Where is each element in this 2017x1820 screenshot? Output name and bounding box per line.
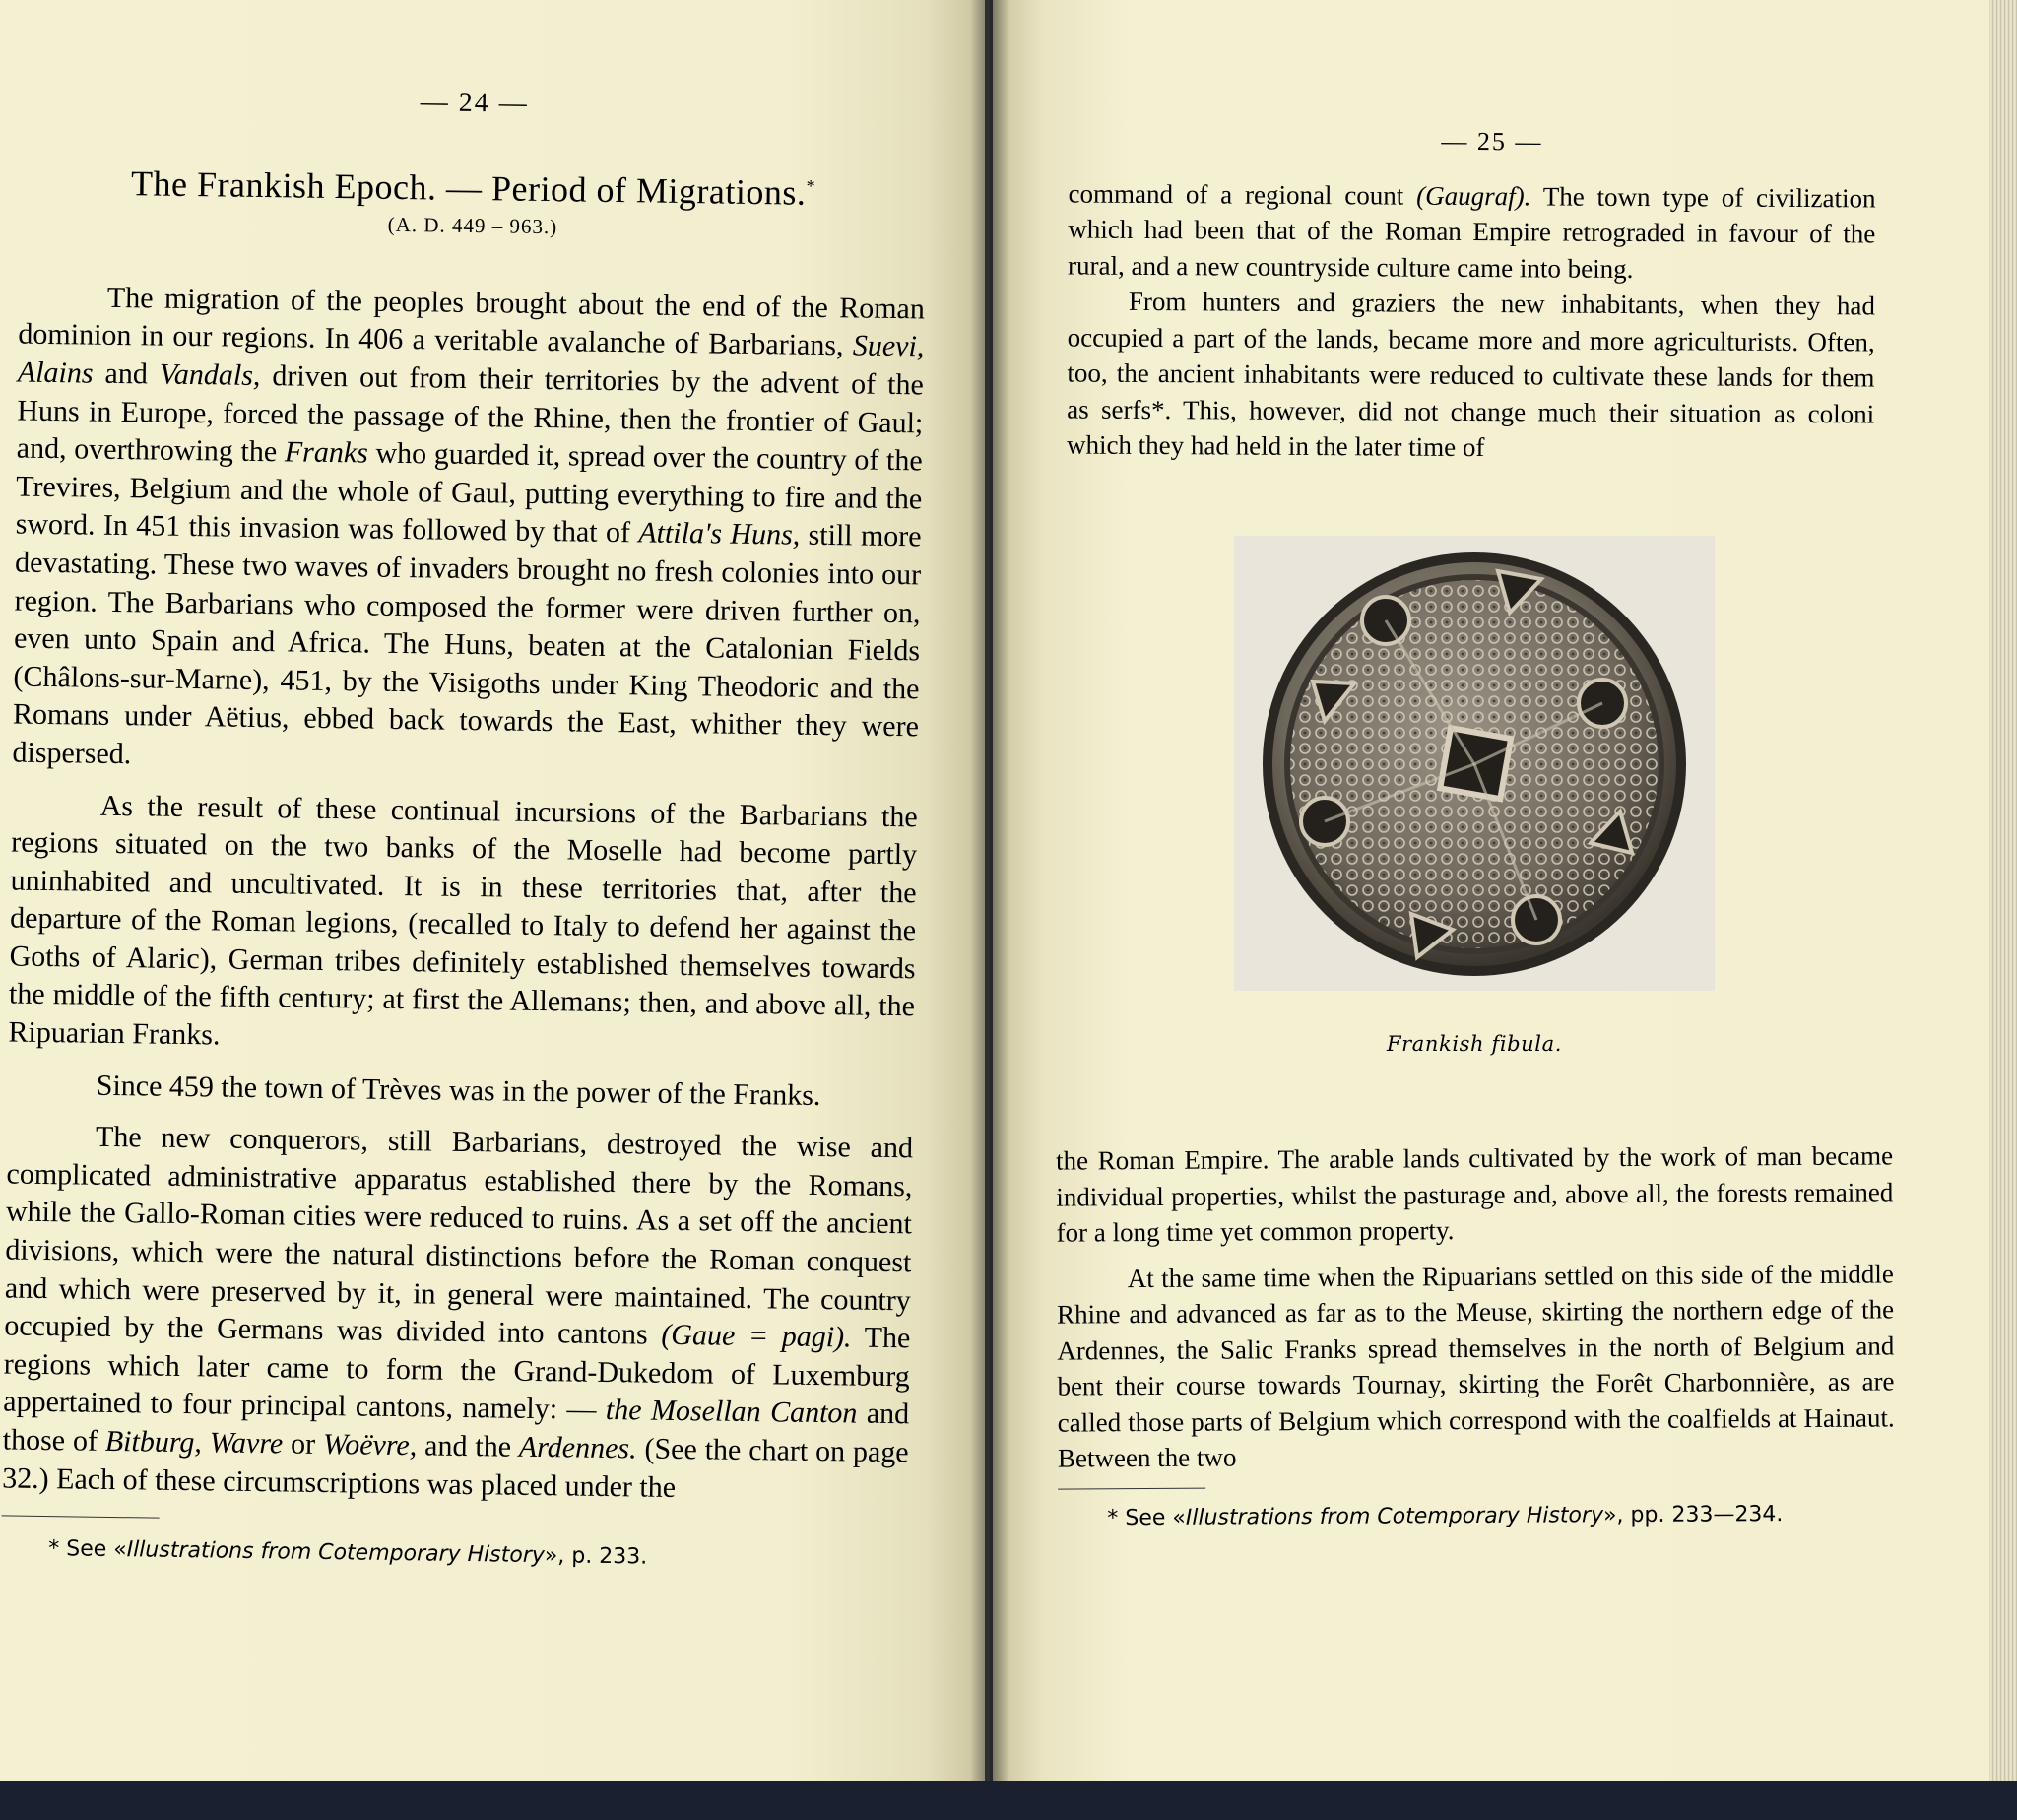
footnote-right — [1058, 1496, 1895, 1537]
page-number-left: — 24 — — [420, 87, 529, 119]
text-run-italic: Illustrations from Cotemporary History — [126, 1537, 546, 1569]
page-number-right: — 25 — — [1441, 126, 1543, 157]
text-run: (See the chart on page 32.) Each of these circumscriptions was placed under the — [1, 1432, 909, 1504]
right-page-content-bottom — [1056, 1138, 1895, 1536]
paragraph-treves: Since 459 the town of Trèves was in the power of the Franks. — [96, 1069, 821, 1112]
text-run-italic: (Gaugraf). — [1416, 180, 1531, 211]
left-page-content — [1, 79, 928, 1581]
text-run: The migration of the peoples brought about the end of the Roman dominion in our regions. In 406 a veritable avalanche of Barbarians, — [18, 281, 926, 362]
chapter-dates: (A. D. 449 – 963.) — [387, 212, 558, 239]
text-run: who guarded it, spread over the country of the Trevires, Belgium and the whole of Gaul, putting everything to fire and the sword. In 451 this invasion was followed by that of — [15, 436, 923, 550]
text-run: The new conquerors, still Barbarians, destroyed the wise and complicated administrative apparatus established there by the Romans, while the Gallo-Roman cities were reduced to ruins. As a set off the ancient divisions, which were the natural distinctions before the Roman conquest and which were preserved by it, in general were maintained. The country occupied by the Germans was divided into cantons — [4, 1120, 914, 1351]
text-run-italic: Ardennes. — [518, 1430, 637, 1465]
paragraph-ripuarians: At the same time when the Ripuarians settled on this side of the middle Rhine and advanced as far as to the Meuse, skirting the northern edge of the Ardennes, the Salic Franks spread themselves in the north of Belgium and bent their course towards Tournay, skirting the Forêt Charbonnière, as are called those parts of Belgium which correspond with the coalfields at Hainaut. Between the two — [1056, 1258, 1895, 1473]
text-run-italic: Suevi, Alains — [17, 329, 925, 390]
paragraph-count — [1068, 175, 1876, 289]
text-run: », p. 233. — [544, 1543, 648, 1570]
paragraph-migration — [12, 278, 925, 785]
table-surface — [0, 1781, 2017, 1820]
footnote-rule — [2, 1516, 160, 1519]
page-edges — [1989, 0, 2017, 1820]
text-run: * See « — [48, 1536, 127, 1563]
text-run: The town type of civilization which had been that of the Roman Empire retrograded in favour of the rural, and a new countryside culture came into being. — [1068, 180, 1876, 284]
right-page-content-top — [1067, 121, 1876, 468]
text-run: or — [282, 1427, 324, 1461]
text-run: The regions which later came to form the Grand-Dukedom of Luxemburg appertained to four principal cantons, namely: — — [3, 1321, 911, 1427]
text-run-italic: Illustrations from Cotemporary History — [1185, 1502, 1604, 1530]
text-run-italic: Bitburg, Wavre — [104, 1424, 284, 1461]
fibula-image — [1234, 536, 1715, 991]
title-footnote-mark: * — [806, 175, 816, 196]
text-run: * See « — [1107, 1505, 1186, 1530]
text-run: and those of — [2, 1397, 910, 1458]
text-run-italic: (Gaue = pagi). — [661, 1318, 852, 1354]
paragraph-roman-empire: the Roman Empire. The arable lands cultivated by the work of man became individual properties, whilst the pasturage and, above all, the forests remained for a long time yet common property. — [1056, 1140, 1894, 1248]
book-gutter — [970, 0, 1009, 1820]
text-run-italic: Attila's Huns, — [638, 516, 801, 552]
chapter-title-text: The Frankish Epoch. — Period of Migrations. — [130, 162, 807, 213]
text-run: still more devastating. These two waves of invaders brought no fresh colonies into our region. The Barbarians who composed the former were driven further on, even unto Spain and Africa. The Huns, beaten at the Catalonian Fields (Châlons-sur-Marne), 451, by the Visigoths under King Theodoric and the Romans under Aëtius, ebbed back towards the East, whither they were dispersed. — [12, 519, 922, 771]
text-run: and — [93, 357, 161, 391]
text-run: command of a regional count — [1068, 177, 1417, 211]
text-run: and the — [417, 1429, 520, 1463]
text-run: driven out from their territories by the advent of the Huns in Europe, forced the passage of the Rhine, then the frontier of Gaul; and, overthrowing the — [16, 358, 925, 469]
paragraph-incursions: As the result of these continual incursions of the Barbarians the regions situated on the two banks of the Moselle had become partly uninhabited and uncultivated. It is in these territories that, after the departure of the Roman legions, (recalled to Italy to defend her against the Goths of Alaric), German tribes definitely established themselves towards the middle of the fifth century; at first the Allemans; then, and above all, the Ripuarian Franks. — [8, 789, 918, 1052]
text-run-italic: Vandals, — [159, 358, 261, 392]
figure-caption: Frankish fibula. — [1386, 1032, 1563, 1056]
text-run-italic: the Mosellan Canton — [605, 1394, 858, 1430]
fibula-photograph — [1234, 536, 1715, 991]
footnote-rule — [1058, 1487, 1205, 1489]
text-run-italic: Woëvre, — [322, 1427, 418, 1462]
text-run: », pp. 233—234. — [1602, 1501, 1784, 1528]
paragraph-hunters: From hunters and graziers the new inhabitants, when they had occupied a part of the lands, became more and more agriculturists. Often, too, the ancient inhabitants were reduced to cultivate these lands for them as serfs*. This, however, did not change much their situation as coloni which they had held in the later time of — [1066, 286, 1875, 463]
text-run-italic: Franks — [284, 435, 369, 470]
paragraph-conquerors — [2, 1118, 913, 1511]
